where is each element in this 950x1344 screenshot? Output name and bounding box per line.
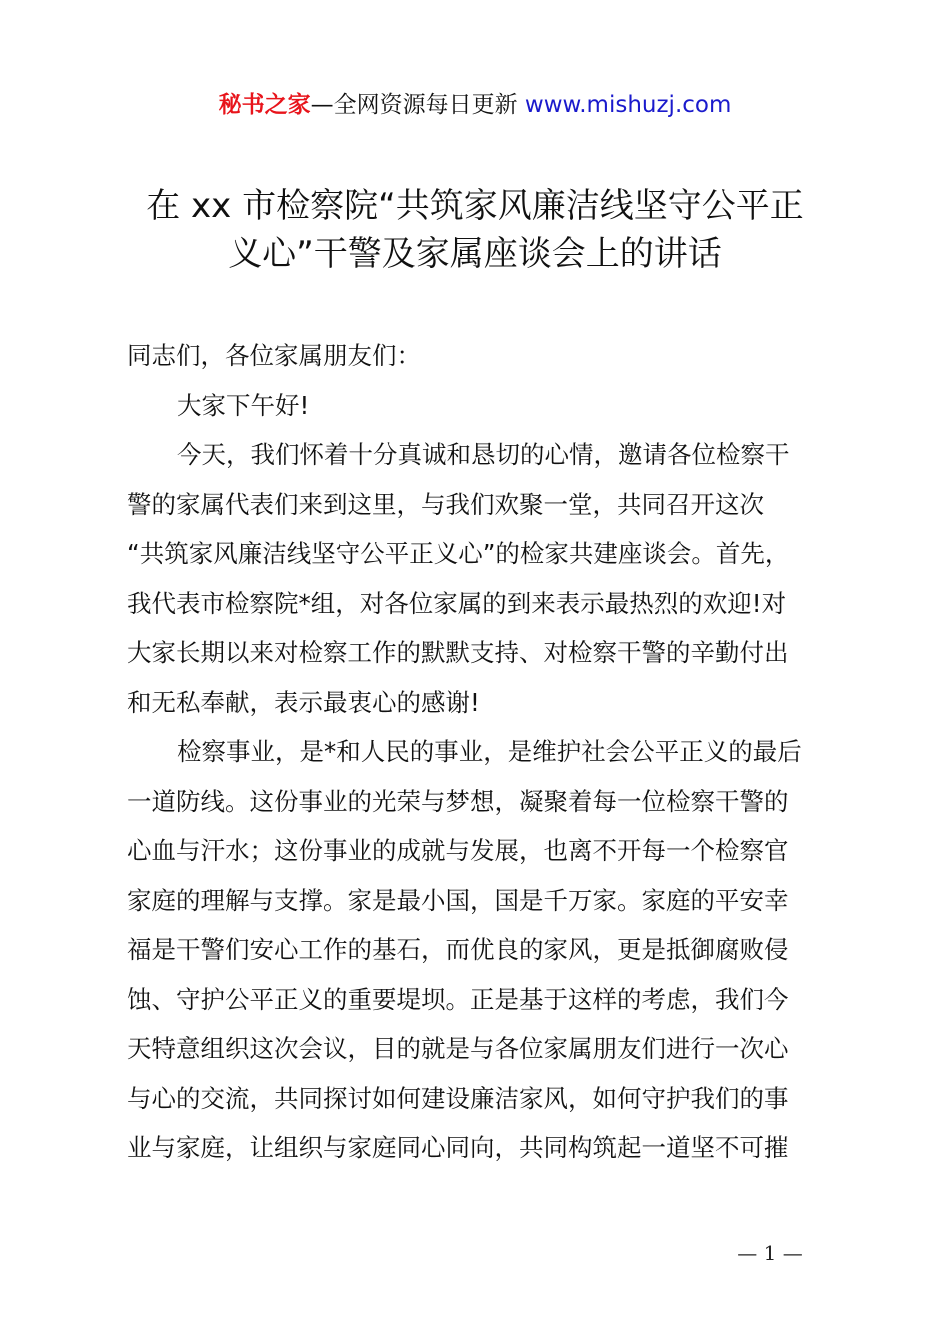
body-line: “共筑家风廉洁线坚守公平正义心”的检家共建座谈会。首先， — [127, 539, 790, 568]
greeting: 大家下午好! — [177, 390, 310, 420]
title-line: 在 xx 市检察院“共筑家风廉洁线坚守公平正 — [146, 186, 804, 226]
header-slogan: —全网资源每日更新 — [310, 92, 518, 118]
salutation: 同志们，各位家属朋友们： — [127, 341, 421, 370]
title-line: 义心”干警及家属座谈会上的讲话 — [228, 234, 722, 274]
body-line: 一道防线。这份事业的光荣与梦想，凝聚着每一位检察干警的 — [127, 786, 789, 816]
body-line: 业与家庭，让组织与家庭同心同向，共同构筑起一道坚不可摧 — [127, 1133, 789, 1162]
body-line: 检察事业，是*和人民的事业，是维护社会公平正义的最后 — [177, 737, 802, 766]
body-line: 警的家属代表们来到这里，与我们欢聚一堂，共同召开这次 — [127, 489, 764, 519]
body-line: 和无私奉献，表示最衷心的感谢! — [127, 687, 480, 717]
document-body — [127, 331, 847, 1173]
body-line: 大家长期以来对检察工作的默默支持、对检察干警的辛勤付出 — [127, 638, 789, 667]
brand-name: 秘书之家 — [218, 92, 311, 118]
body-line: 福是干警们安心工作的基石，而优良的家风，更是抵御腐败侵 — [127, 935, 789, 964]
body-line: 家庭的理解与支撑。家是最小国，国是千万家。家庭的平安幸 — [127, 885, 789, 915]
body-line: 天特意组织这次会议，目的就是与各位家属朋友们进行一次心 — [127, 1034, 789, 1063]
site-url[interactable]: www.mishuzj.com — [524, 92, 732, 118]
page-number: — 1 — — [737, 1241, 803, 1265]
body-line: 我代表市检察院*组，对各位家属的到来表示最热烈的欢迎!对 — [127, 588, 787, 618]
body-line: 蚀、守护公平正义的重要堤坝。正是基于这样的考虑，我们今 — [127, 984, 789, 1014]
body-line: 今天，我们怀着十分真诚和恳切的心情，邀请各位检察干 — [177, 440, 790, 469]
body-line: 心血与汗水；这份事业的成就与发展，也离不开每一个检察官 — [127, 836, 789, 865]
document-title — [120, 182, 830, 278]
site-header — [0, 88, 950, 122]
body-line: 与心的交流，共同探讨如何建设廉洁家风，如何守护我们的事 — [127, 1083, 789, 1113]
